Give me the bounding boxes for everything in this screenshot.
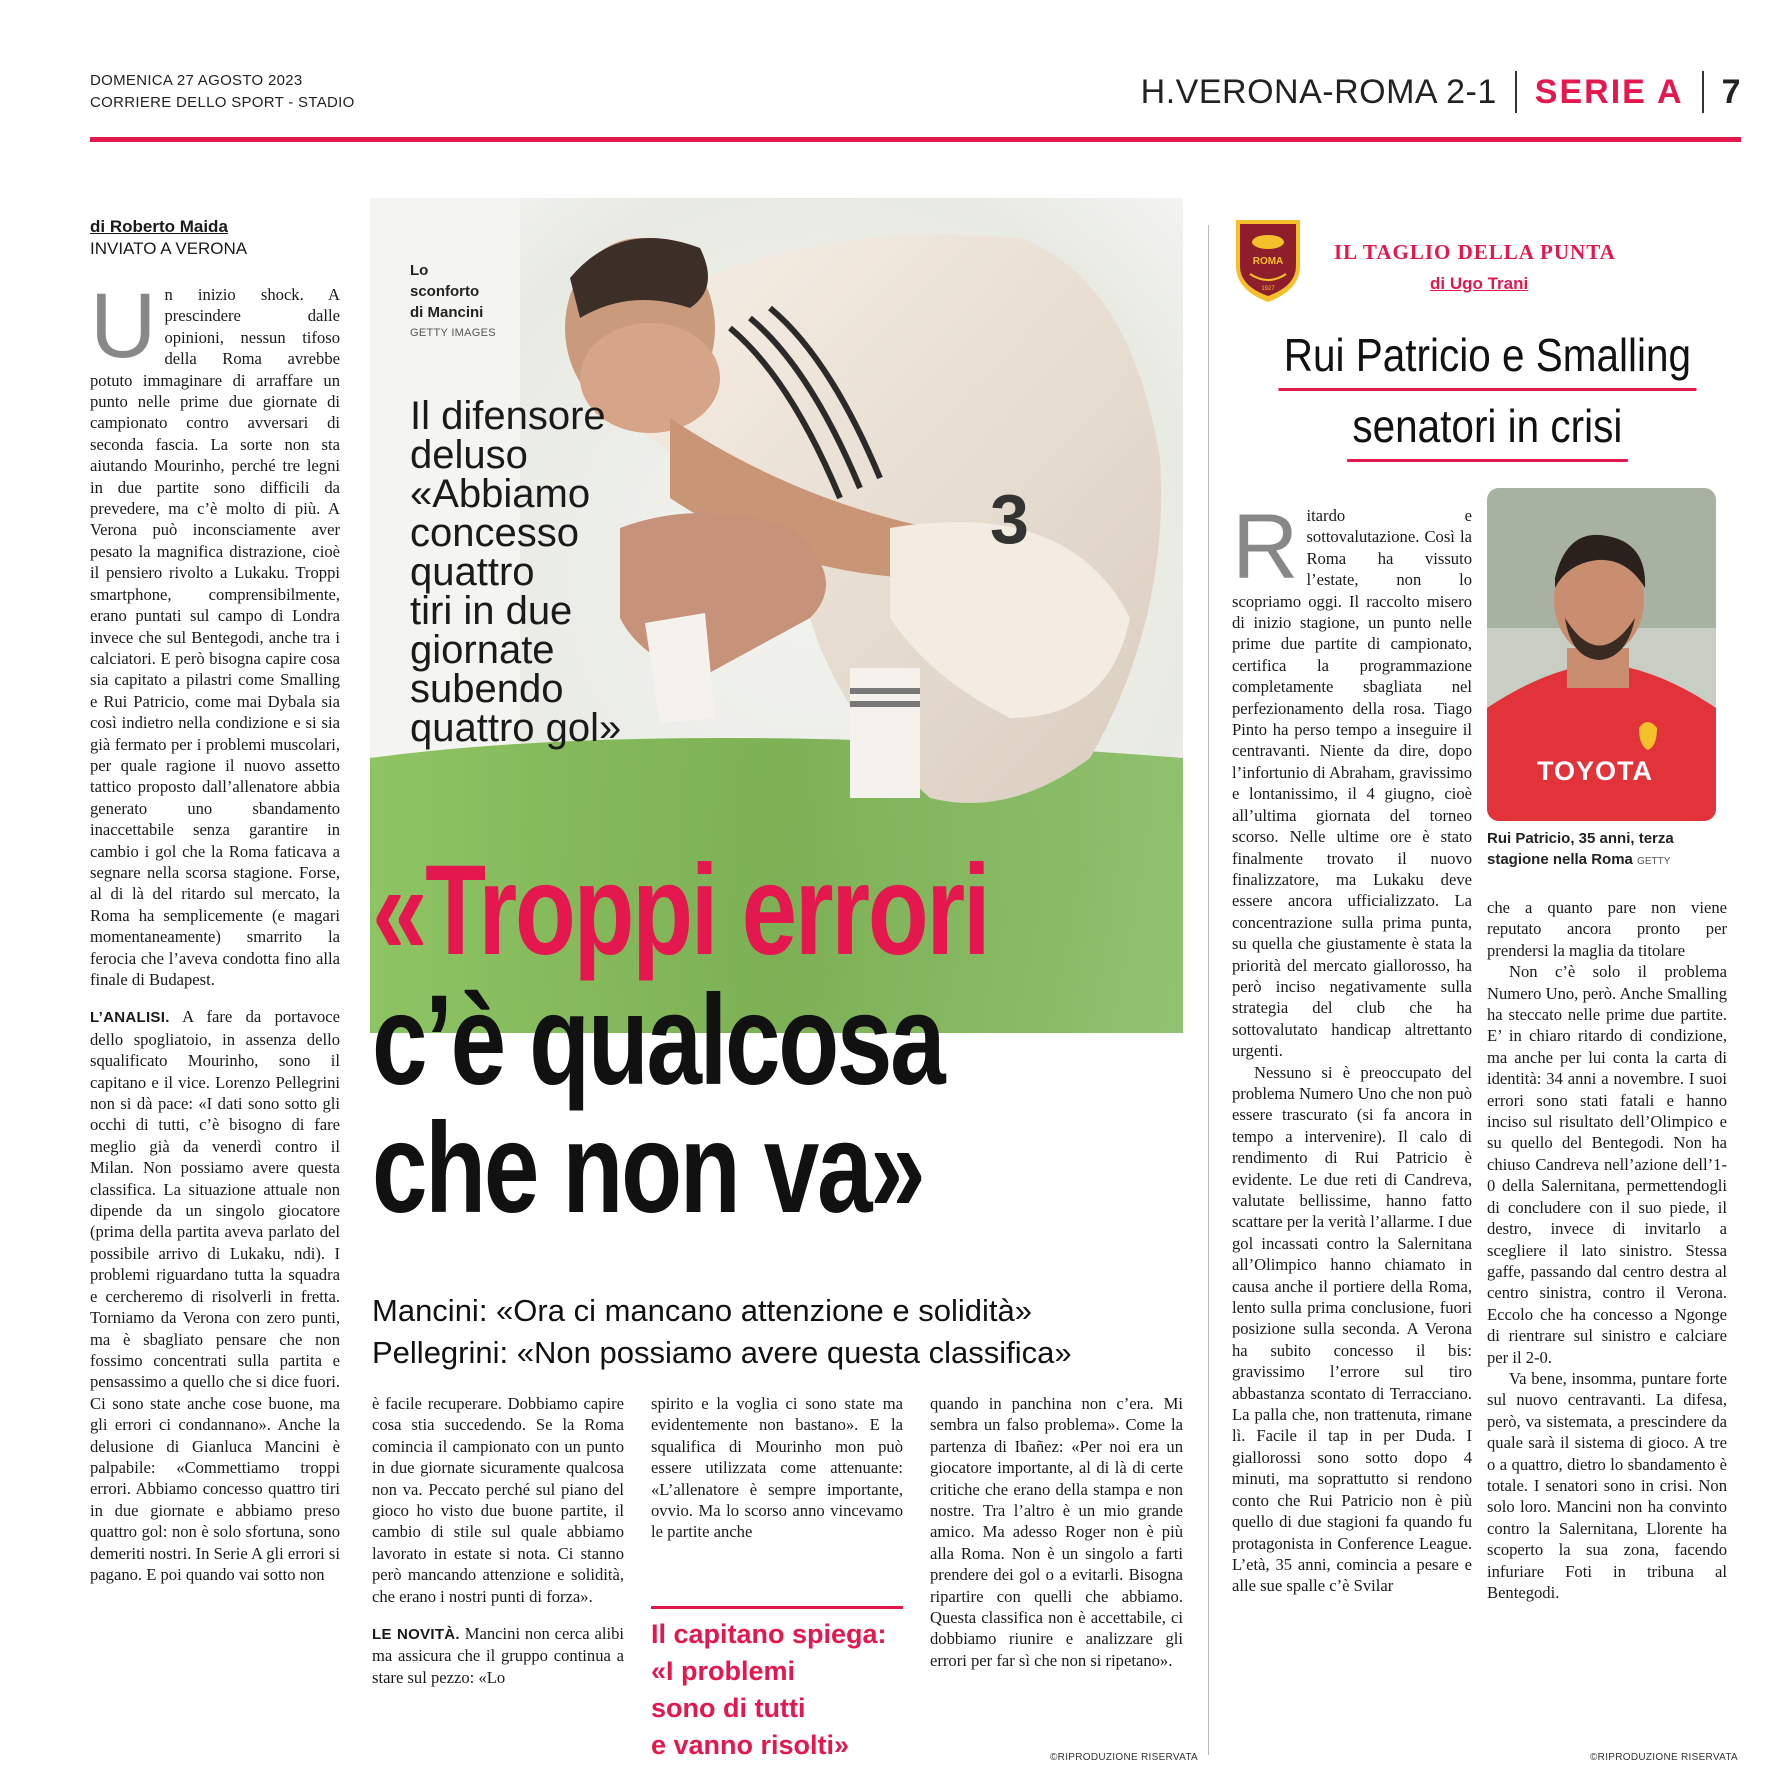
crest-label: ROMA (1252, 256, 1284, 267)
column-divider (1208, 225, 1209, 1755)
rui-patricio-photo (1487, 488, 1716, 821)
sidebar-column-b (1487, 897, 1727, 1603)
deck-line: giornate (410, 628, 555, 672)
paragraph: che a quanto pare non viene reputato ancora pronto per prendersi la maglia da titolare (1487, 898, 1727, 960)
sidebar-title-line: senatori in crisi (1347, 395, 1628, 462)
paragraph: itardo e sottovalutazione. Così la Roma ha vissuto l’estate, non lo scopriamo oggi. Il raccolto misero di inizio stagione, un punto nelle prime due partite di campionato, certifica la programmazione completamente sbagliata nel perfezionamento della rosa. Tiago Pinto ha perso tempo a inseguire il centravanti. Niente da dire, dopo l’infortunio di Abraham, gravissimo e lontanissimo, il 4 giugno, cioè all’ultima giornata del torneo scorso. Nelle ultime ore è stato finalmente trovato il nuovo finalizzatore, ma Lukaku deve essere ancora ufficializzato. La concentrazione sulla prima punta, su quella che giustamente è stata la priorità del mercato giallorosso, ha però inciso negativamente sulla strategia del club che ha sottovalutato handicap altrettanto urgenti. (1232, 506, 1472, 1061)
section-header (1141, 68, 1741, 116)
headline-line-3: che non va» (372, 1097, 924, 1240)
match-result: H.VERONA-ROMA 2-1 (1140, 72, 1497, 111)
caption-text: Rui Patricio, 35 anni, terza stagione nella Roma (1487, 830, 1674, 868)
byline (90, 216, 247, 260)
pullquote-line: Il capitano spiega: (651, 1619, 887, 1649)
header-rule (90, 137, 1741, 142)
sidebar-title-line: Rui Patricio e Smalling (1278, 326, 1696, 391)
pullquote-rule (651, 1606, 903, 1609)
subheadings (372, 1290, 1072, 1374)
subheading: Mancini: «Ora ci mancano attenzione e solidità» (372, 1293, 1032, 1328)
paragraph: quando in panchina non c’era. Mi sembra un falso problema». Come la partenza di Ibañez: «Per noi era un giocatore importante, al di là di certe critiche che erano della stampa e non nostre. Tra l’altro è un mio grande amico. Ma adesso Roger non è più alla Roma. Non è un singolo a farti prendere dei gol o a evitarli. Bisogna ripartire con quelli che abbiamo. Questa classifica non è accettabile, ci dobbiamo riunire e analizzare gli errori per far sì che non si ripetano». (930, 1394, 1183, 1670)
pullquote (651, 1616, 911, 1764)
pullquote-line: e vanno risolti» (651, 1730, 850, 1760)
dropcap: U (90, 275, 157, 377)
rights-notice: ©RIPRODUZIONE RISERVATA (1590, 1752, 1738, 1763)
paragraph: Nessuno si è preoccupato del problema Numero Uno che non può essere trascurato (si fa ancora in tempo a intervenire). Il calo di rendimento di Rui Patricio è evidente. Le due reti di Candreva, valutate bellissime, hanno fatto scattare per la verità l’allarme. I due gol incassati contro la Salernitana all’Olimpico hanno chiamato in causa anche il portiere della Roma, lento sulla prima conclusione, fuori posizione sulla seconda. A Verona ha subito concesso il bis: gravissimo l’errore sul tiro abbastanza scontato di Terracciano. La palla che, non trattenuta, rimane lì. Facile il tap in per Duda. I giallorossi sono sotto dopo 4 minuti, ma soprattutto si rendono conto che Rui Patricio non è più quello di due stagioni fa quando fu protagonista in Conference League. L’età, 35 anni, comincia a pesare e alle sue spalle c’è Svilar (1232, 1062, 1473, 1596)
issue-date: DOMENICA 27 AGOSTO 2023 (90, 72, 303, 89)
sidebar-photo-caption (1487, 828, 1727, 872)
header-separator (1515, 71, 1517, 113)
paragraph-lead: LE NOVITÀ. (372, 1626, 460, 1644)
column-kicker: IL TAGLIO DELLA PUNTA (1334, 240, 1616, 264)
photo-credit: GETTY (1637, 856, 1671, 867)
svg-text:3: 3 (990, 480, 1029, 558)
deck-line: deluso (410, 433, 528, 477)
deck-line: quattro (410, 550, 535, 594)
deck-line: subendo (410, 667, 564, 711)
paragraph: Non c’è solo il problema Numero Uno, però. Anche Smalling ha steccato nelle prime due partite. E’ in chiaro ritardo di condizione, ma anche per lui conta la carta di identità: 34 anni a novembre. I suoi errori sono stati fatali e hanno inciso sul risultato dell’Olimpico e su quello del Bentegodi. Non ha chiuso Candreva nell’azione dell’1-0 della Salernitana, permettendogli di concludere con il suo piede, il destro, invece di invitarlo a scegliere il lato sinistro. Stessa gaffe, passando dal centro destra al centro sinistra, contro il Verona. Eccolo che ha concesso a Ngonge di rientrare sul sinistro e calciare per il 2-0. (1487, 962, 1727, 1367)
paragraph: Mancini non cerca alibi ma assicura che il gruppo continua a stare sul pezzo: «Lo (372, 1624, 625, 1687)
roma-crest-icon (1232, 216, 1304, 304)
paragraph: spirito e la voglia ci sono state ma evidentemente non bastano». E la squalifica di Mourinho mon può essere utilizzata come attenuante: «L’allenatore è sempre importante, ovvio. Ma lo scorso anno vincevamo le partite anche (651, 1394, 903, 1542)
paragraph: Va bene, insomma, puntare forte sul nuovo centravanti. La difesa, però, va sistemata, a prescindere da quale sarà il sistema di gioco. A tre o a quattro, dietro lo sbandamento è totale. I senatori sono in crisi. Non solo loro. Mancini non ha convinto contro la Salernitana, Llorente ha scoperto la sua zona, facendo infuriare Foti in tribuna al Bentegodi. (1487, 1368, 1727, 1602)
pullquote-line: sono di tutti (651, 1693, 806, 1723)
paragraph: A fare da portavoce dello spogliatoio, in assenza dello squalificato Mourinho, sono il capitano e il vice. Lorenzo Pellegrini non si dà pace: «I dati sono sotto gli occhi di tutti, c’è bisogno di fare meglio già da venerdì contro il Milan. Non possiamo avere questa classifica. La situazione attuale non dipende da un singolo giocatore (prima della partita aveva parlato del possibile arrivo di Lukaku, ndi). I problemi riguardano tutta la squadra e cercheremo di risolverli in fretta. Torniamo da Verona con zero punti, ma è sbagliato pensare che non fossimo concentrati sulla partita e pensassimo a quello che si dice fuori. Ci sono state anche cose buone, ma gli errori ci condannano». Anche la delusione di Gianluca Mancini è palpabile: «Commettiamo troppi errori. Abbiamo concesso quattro tiri in due giornate e abbiamo preso quattro gol: non è solo sfortuna, sono demeriti nostri. In Serie A gli errori si pagano. E poi quando vai sotto non (90, 1007, 340, 1584)
league-name: SERIE A (1534, 72, 1684, 111)
deck-line: concesso (410, 511, 579, 555)
byline-role: INVIATO A VERONA (90, 239, 248, 258)
photo-credit: GETTY IMAGES (410, 327, 496, 339)
paragraph-lead: L’ANALISI. (90, 1009, 170, 1027)
photo-caption (410, 260, 496, 344)
deck-line: Il difensore (410, 394, 606, 438)
sidebar-title (1232, 326, 1742, 462)
deck-line: «Abbiamo (410, 472, 591, 516)
headline-line-2: c’è qualcosa (372, 969, 944, 1112)
deck (410, 394, 710, 750)
page-number: 7 (1721, 72, 1741, 111)
article-column-3 (651, 1393, 903, 1543)
article-column-1 (90, 275, 340, 1585)
jersey-sponsor: TOYOTA (1537, 756, 1654, 786)
deck-line: quattro gol» (410, 706, 622, 750)
deck-line: tiri in due (410, 589, 573, 633)
rights-notice: ©RIPRODUZIONE RISERVATA (1050, 1752, 1198, 1763)
byline-author: di Roberto Maida (90, 217, 228, 236)
caption-line: di Mancini (410, 304, 484, 321)
headline-line-1: «Troppi errori (372, 839, 989, 982)
paragraph: n inizio shock. A prescindere dalle opinioni, nessun tifoso della Roma avrebbe potuto immaginare di arraffare un punto nelle prime due giornate di campionato contro avversari di seconda fascia. La sorte non sta aiutando Mourinho, perché tre legni in due partite sono difficili da prevedere, ma c’è molto di più. A Verona può inconsciamente aver pesato la magnifica distrazione, cioè il pensiero rivolto a Lukaku. Troppi smartphone, comprensibilmente, erano puntati sul campo di Londra invece che sul Bentegodi, anche tra i calciatori. E però bisogna capire cosa sia capitato a pilastri come Smalling e Rui Patricio, come mai Dybala sia così indietro nella condizione e si sia già fermato per i problemi muscolari, per quale ragione il nuovo assetto tattico proposto dall’allenatore abbia generato uno sbandamento inaccettabile senza garantire in cambio i gol che la Roma faticava a segnare nella scorsa stagione. Forse, al di là del ritardo sul mercato, la Roma ha semplicemente (e magari momentaneamente) smarrito la ferocia che l’aveva condotta fino alla finale di Budapest. (90, 285, 340, 989)
dropcap: R (1232, 496, 1299, 598)
newspaper-name: CORRIERE DELLO SPORT - STADIO (90, 94, 355, 111)
caption-line: Lo (410, 262, 429, 279)
caption-line: sconforto (410, 283, 480, 300)
crest-year: 1927 (1261, 286, 1275, 292)
article-column-2 (372, 1393, 624, 1688)
article-column-4 (930, 1393, 1183, 1671)
paragraph: è facile recuperare. Dobbiamo capire cosa stia succedendo. Se la Roma comincia il campionato con un punto in due giornate sicuramente qualcosa non va. Peccato perché sul piano del gioco ho visto due buone partite, il cambio di stile sul quale abbiamo lavorato in estate si nota. Ci stanno però mancando attenzione e solidità, che erano i nostri punti di forza». (372, 1394, 624, 1606)
sidebar-column-a (1232, 496, 1473, 1597)
subheading: Pellegrini: «Non possiamo avere questa classifica» (372, 1335, 1072, 1370)
pullquote-line: «I problemi (651, 1656, 796, 1686)
page-date-header (90, 70, 355, 114)
header-separator (1702, 71, 1704, 113)
column-author: di Ugo Trani (1430, 274, 1529, 293)
